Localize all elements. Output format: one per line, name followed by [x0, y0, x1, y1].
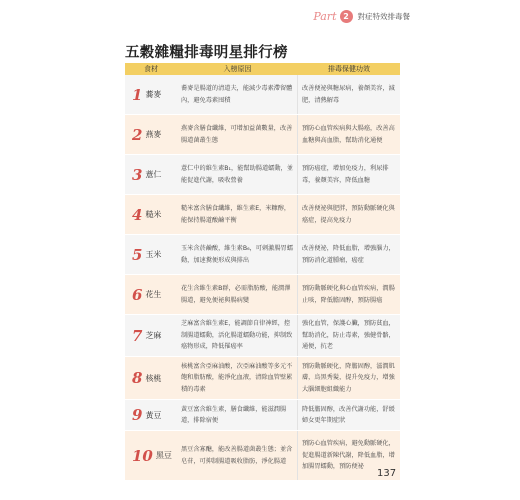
ingredient-cell	[125, 431, 177, 480]
reason-cell: 糙米富含膳食纖維，維生素E，米糠醇，能保持腸道酸鹼平衡	[177, 195, 298, 234]
effect-cell: 降低膽固醇，改善代謝功能，舒緩婦女更年期症狀	[302, 405, 395, 424]
reason-cell: 芝麻富含維生素E，能調節自律神經，控制腸道蠕動，活化腸道蠕動功能，抑制致癌物形成，降低罹癌率	[177, 315, 298, 356]
rank-number: 5	[132, 245, 143, 264]
table-row	[125, 115, 400, 155]
rank-number: 4	[132, 205, 143, 224]
ingredient-name: 玉米	[145, 250, 162, 259]
header-effect: 排毒保健功效	[328, 65, 370, 73]
rank-number: 2	[132, 125, 143, 144]
ingredient-cell	[125, 155, 177, 194]
effect-cell: 預防心血管疾病，避免動脈硬化，促進腸道新陳代謝，降低血脂，增加腸胃蠕動，預防便祕	[302, 440, 395, 471]
effect-cell: 改善便祕與肥胖，預防動脈硬化與癌症，提高免疫力	[302, 205, 395, 224]
reason-cell: 花生含維生素B群，必需脂肪酸，能潤澤腸道，避免便祕與腸病變	[177, 275, 298, 314]
table-row	[125, 400, 400, 431]
effect-cell: 預防動脈硬化與心血管疾病，潤腸止咳，降低膽固醇，預防腸癌	[302, 285, 395, 304]
effect-cell: 預防心血管疾病與大腸癌，改善高血糖與高血脂，幫助消化通便	[302, 125, 395, 144]
ingredient-cell	[125, 235, 177, 274]
rank-number: 9	[132, 406, 143, 424]
effect-cell: 強化血管，保護心臟，預防貧血，幫助消化，防止毒素，強健骨骼，通便，抗老	[302, 320, 395, 351]
ingredient-name: 糙米	[145, 210, 162, 219]
table-row	[125, 195, 400, 235]
effect-cell: 預防癌症，增加免疫力，利尿排毒，養顏美容，降低血糖	[302, 165, 389, 184]
rank-number: 3	[132, 165, 143, 184]
page-number: 137	[377, 468, 397, 479]
page-header	[313, 10, 410, 23]
ingredient-name: 蕎麥	[145, 90, 162, 99]
reason-cell: 薏仁中的維生素B₁，能幫助腸道蠕動，並能促進代謝，吸收營養	[177, 155, 298, 194]
reason-cell: 蕎麥是腸道的清道夫，能減少毒素滯留體內，避免毒素囤積	[177, 75, 298, 114]
ingredient-name: 核桃	[145, 373, 162, 383]
ingredient-cell	[125, 275, 177, 314]
table-row	[125, 357, 400, 400]
table-row	[125, 431, 400, 481]
ingredient-name: 燕麥	[145, 130, 162, 139]
rank-number: 8	[132, 369, 143, 387]
rank-number: 10	[132, 446, 153, 465]
header-reason: 入榜原因	[223, 65, 252, 73]
ingredient-cell	[125, 195, 177, 234]
reason-cell: 玉米含菸鹼酸，維生素B₆，可刺激腸胃蠕動，加速糞便形成與排出	[177, 235, 298, 274]
ingredient-cell	[125, 75, 177, 114]
reason-cell: 燕麥含膳食纖維，可增加益菌數量，改善腸道菌叢生態	[177, 115, 298, 154]
effect-cell: 改善便祕與糖尿病，養顏美容，減肥，清熱解毒	[302, 85, 395, 104]
ingredient-name: 黑豆	[155, 451, 172, 460]
table-row	[125, 315, 400, 357]
table-body	[125, 75, 400, 481]
page-title: 五穀雜糧排毒明星排行榜	[125, 45, 288, 61]
ingredient-name: 花生	[145, 290, 162, 299]
ranking-table	[125, 63, 400, 481]
chapter-title: 對症特效排毒餐	[357, 12, 410, 21]
table-row	[125, 75, 400, 115]
part-number-badge: 2	[340, 10, 353, 23]
ingredient-name: 黃豆	[145, 410, 162, 420]
part-label: Part	[313, 10, 337, 23]
rank-number: 1	[132, 85, 143, 104]
ingredient-cell	[125, 115, 177, 154]
effect-cell: 改善便祕，降低血脂，增強腦力，預防消化道腫瘤，癌症	[302, 245, 395, 264]
effect-cell: 預防動脈硬化，降膽固醇，滋潤肌膚，烏黑秀髮，提升免疫力，增強大腦細胞組織能力	[302, 362, 395, 393]
rank-number: 7	[132, 326, 143, 345]
reason-cell: 黃豆富含維生素，膳食纖維，能滋潤腸道，排除宿便	[177, 400, 298, 430]
reason-cell: 核桃富含亞麻油酸，次亞麻油酸等多元不飽和脂肪酸，能淨化血液，清除血管壁累積的毒素	[177, 357, 298, 399]
table-row	[125, 155, 400, 195]
ingredient-cell	[125, 400, 177, 430]
ingredient-cell	[125, 315, 177, 356]
ingredient-cell	[125, 357, 177, 399]
table-row	[125, 275, 400, 315]
reason-cell: 黑豆含寡醣，能改善腸道菌叢生態；並含皂苷，可抑制腸道吸收脂肪，淨化腸道	[177, 431, 298, 480]
header-ingredient: 食材	[144, 65, 158, 73]
rank-number: 6	[132, 285, 143, 304]
ingredient-name: 芝麻	[145, 331, 162, 340]
ingredient-name: 薏仁	[145, 170, 162, 179]
table-row	[125, 235, 400, 275]
table-header	[125, 63, 400, 75]
